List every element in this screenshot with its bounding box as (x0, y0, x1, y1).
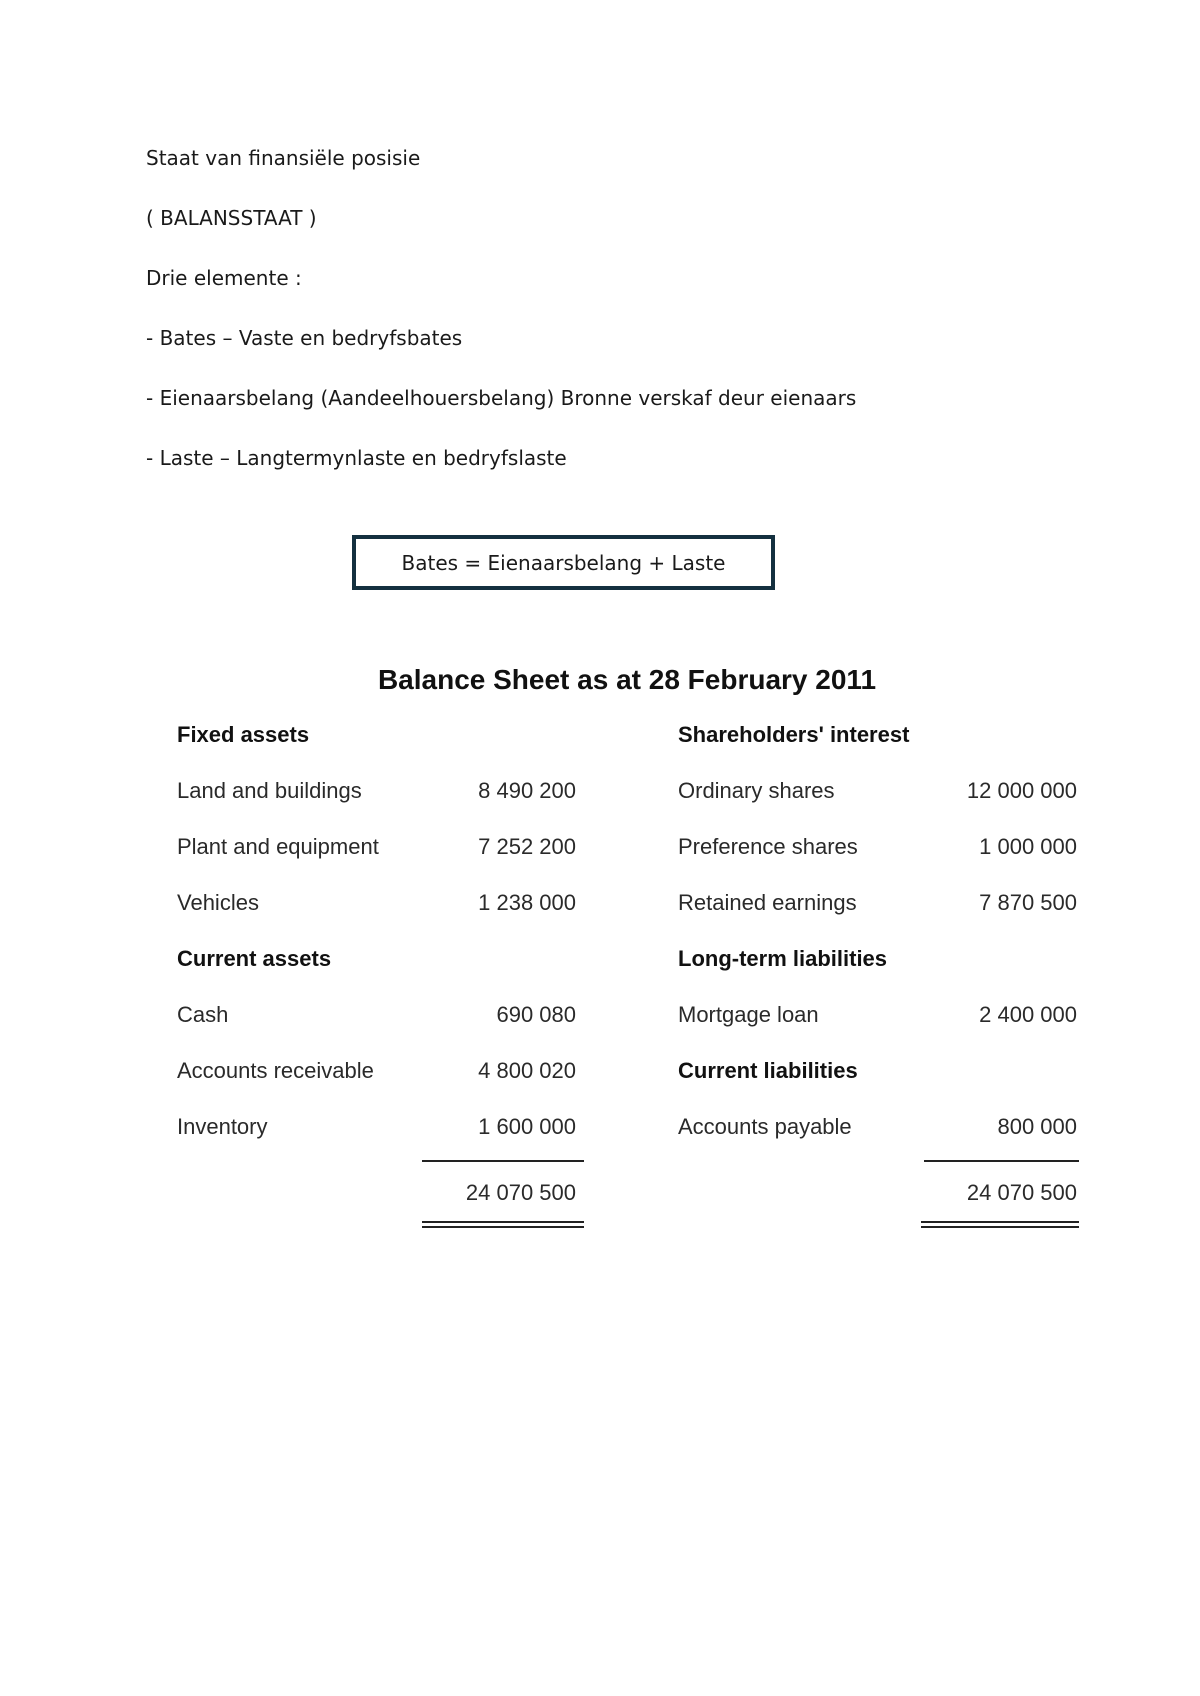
row-value: 2 400 000 (979, 1002, 1077, 1027)
row-label: Mortgage loan (678, 1002, 819, 1027)
row-label: Vehicles (177, 890, 259, 915)
row-value: 8 490 200 (478, 778, 576, 803)
shareholders-interest-heading: Shareholders' interest (678, 722, 910, 747)
row-label: Accounts payable (678, 1114, 852, 1139)
intro-bullet-assets: - Bates – Vaste en bedryfsbates (146, 326, 463, 350)
row-label: Inventory (177, 1114, 268, 1139)
long-term-liabilities-heading: Long-term liabilities (678, 946, 888, 971)
intro-text (146, 146, 856, 506)
row-label: Plant and equipment (177, 834, 379, 859)
equity-liabilities-total: 24 070 500 (966, 1180, 1077, 1205)
row-value: 1 238 000 (478, 890, 576, 915)
current-liabilities-heading: Current liabilities (678, 1058, 858, 1083)
row-label: Retained earnings (678, 890, 857, 915)
row-value: 12 000 000 (966, 778, 1077, 803)
subtotal-rule-right (924, 1160, 1079, 1162)
intro-elements-heading: Drie elemente : (146, 266, 302, 290)
row-label: Land and buildings (177, 778, 362, 803)
accounting-equation-box (352, 535, 775, 590)
row-value: 1 000 000 (979, 834, 1077, 859)
intro-subtitle: ( BALANSSTAAT ) (146, 206, 317, 230)
intro-bullet-equity: - Eienaarsbelang (Aandeelhouersbelang) Bronne verskaf deur eienaars (146, 386, 857, 410)
row-label: Ordinary shares (678, 778, 835, 803)
intro-title: Staat van finansiële posisie (146, 146, 421, 170)
row-label: Cash (177, 1002, 229, 1027)
row-value: 690 080 (496, 1002, 576, 1027)
subtotal-rule-left (422, 1160, 584, 1162)
accounting-equation: Bates = Eienaarsbelang + Laste (401, 550, 726, 575)
assets-total: 24 070 500 (465, 1180, 576, 1205)
double-underline-right (921, 1221, 1079, 1228)
row-value: 4 800 020 (478, 1058, 576, 1083)
row-value: 800 000 (997, 1114, 1077, 1139)
row-value: 7 252 200 (478, 834, 576, 859)
fixed-assets-heading: Fixed assets (177, 722, 310, 747)
row-value: 1 600 000 (478, 1114, 576, 1139)
row-label: Preference shares (678, 834, 858, 859)
double-underline-left (422, 1221, 584, 1228)
row-value: 7 870 500 (979, 890, 1077, 915)
row-label: Accounts receivable (177, 1058, 374, 1083)
current-assets-heading: Current assets (177, 946, 332, 971)
balance-sheet-title: Balance Sheet as at 28 February 2011 (377, 664, 877, 695)
intro-bullet-liabilities: - Laste – Langtermynlaste en bedryfslaste (146, 446, 567, 470)
